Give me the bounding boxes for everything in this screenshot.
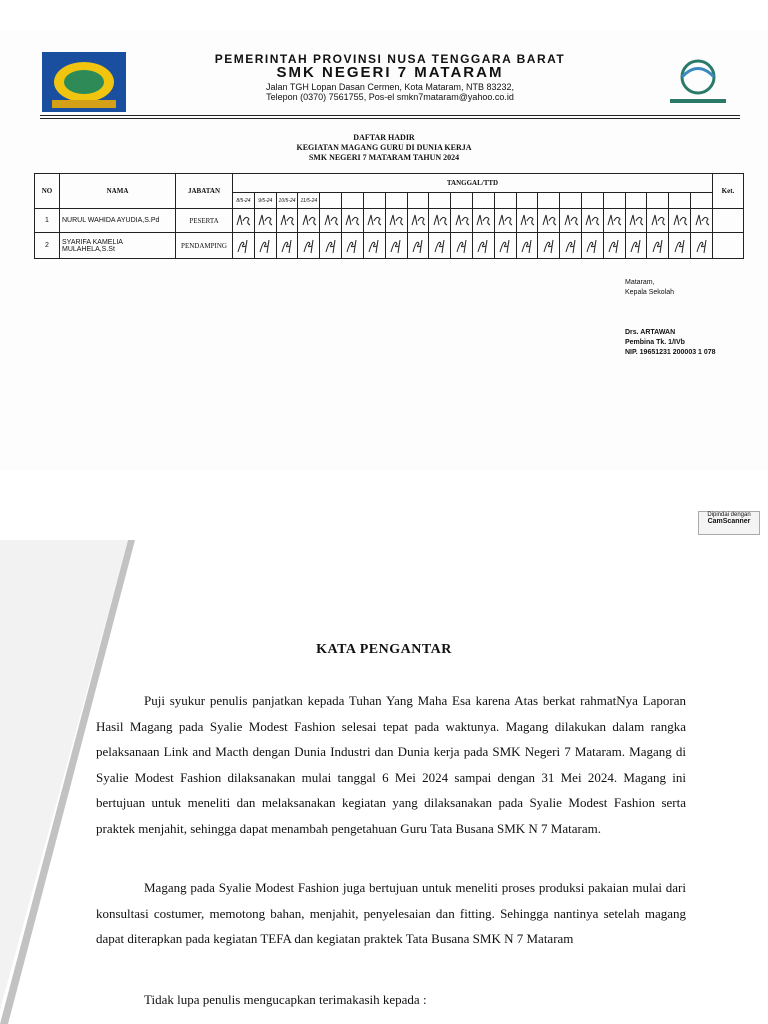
date-cell [320, 193, 342, 209]
handwritten-signature [649, 236, 667, 254]
signature-rank: Pembina Tk. 1/IVb [625, 339, 685, 346]
camscanner-badge [698, 511, 760, 535]
date-cell [647, 193, 669, 209]
handwritten-signature [300, 211, 318, 229]
ket-cell [713, 233, 744, 259]
handwritten-signature [256, 236, 274, 254]
handwritten-signature [605, 211, 623, 229]
row-no: 1 [35, 209, 60, 233]
signature-cell [669, 209, 691, 233]
signature-cell [276, 209, 298, 233]
preface-heading: KATA PENGANTAR [316, 642, 452, 657]
date-cell [451, 193, 473, 209]
letterhead-divider [40, 115, 740, 116]
date-cell [385, 193, 407, 209]
signature-cell [451, 209, 473, 233]
handwritten-signature [518, 211, 536, 229]
letterhead-school-name: SMK NEGERI 7 MATARAM [276, 64, 504, 81]
date-cell [494, 193, 516, 209]
handwritten-signature [322, 236, 340, 254]
signature-cell [407, 209, 429, 233]
row-nama: NURUL WAHIDA AYUDIA,S.Pd [60, 209, 176, 233]
ket-cell [713, 209, 744, 233]
handwritten-signature [627, 236, 645, 254]
handwritten-signature [278, 211, 296, 229]
handwritten-signature [627, 211, 645, 229]
signature-cell [429, 233, 451, 259]
signature-place: Mataram, [625, 279, 655, 286]
date-cell [472, 193, 494, 209]
signature-cell [494, 209, 516, 233]
signature-cell [582, 233, 604, 259]
date-cell [669, 193, 691, 209]
handwritten-signature [343, 211, 361, 229]
signature-cell [407, 233, 429, 259]
date-cell [603, 193, 625, 209]
signature-cell [276, 233, 298, 259]
doc-subtitle: KEGIATAN MAGANG GURU DI DUNIA KERJA [296, 143, 472, 152]
handwritten-signature [605, 236, 623, 254]
handwritten-signature [496, 236, 514, 254]
signature-cell [342, 209, 364, 233]
handwritten-signature [387, 236, 405, 254]
handwritten-signature [453, 211, 471, 229]
signature-cell [516, 209, 538, 233]
handwritten-signature [693, 236, 711, 254]
signature-cell [451, 233, 473, 259]
signature-cell [298, 209, 320, 233]
preface-paragraph-2: Magang pada Syalie Modest Fashion juga bertujuan untuk meneliti proses produksi pakaian mulai dari konsultasi costumer, memotong bahan, menjahit, penyelesaian dan fitting. Sehingga nantinya setelah magang dapat diterapkan pada kegiatan TEFA dan kegiatan praktek Tata Busana SMK N 7 Mataram [96, 880, 686, 946]
date-cell [625, 193, 647, 209]
signature-cell [603, 209, 625, 233]
date-cell [582, 193, 604, 209]
signature-cell [233, 209, 255, 233]
signature-cell [625, 233, 647, 259]
signature-cell [320, 209, 342, 233]
signature-cell [254, 209, 276, 233]
signature-cell [320, 233, 342, 259]
handwritten-signature [256, 211, 274, 229]
school-logo [660, 55, 735, 110]
camscanner-brand: CamScanner [707, 518, 751, 525]
province-emblem-logo [42, 52, 126, 112]
date-cell: 11/5-24 [298, 193, 320, 209]
signature-cell [363, 233, 385, 259]
handwritten-signature [322, 211, 340, 229]
handwritten-signature [496, 211, 514, 229]
date-cell: 9/5-24 [254, 193, 276, 209]
col-tanggal: TANGGAL/TTD [233, 174, 713, 193]
row-jabatan: PESERTA [176, 209, 233, 233]
handwritten-signature [562, 211, 580, 229]
signature-cell [233, 233, 255, 259]
handwritten-signature [583, 236, 601, 254]
signature-cell [538, 209, 560, 233]
date-cell: 8/5-24 [233, 193, 255, 209]
doc-title: DAFTAR HADIR [353, 133, 415, 142]
col-jabatan: JABATAN [176, 174, 233, 209]
handwritten-signature [649, 211, 667, 229]
signature-cell [472, 233, 494, 259]
handwritten-signature [474, 236, 492, 254]
handwritten-signature [583, 211, 601, 229]
handwritten-signature [234, 236, 252, 254]
col-ket: Ket. [713, 174, 744, 209]
letterhead-address: Jalan TGH Lopan Dasan Cermen, Kota Mataram, NTB 83232, [266, 82, 514, 92]
camscanner-label: Dipindai dengan [707, 512, 751, 518]
handwritten-signature [540, 211, 558, 229]
signature-cell [298, 233, 320, 259]
doc-year: SMK NEGERI 7 MATARAM TAHUN 2024 [308, 153, 460, 162]
handwritten-signature [234, 211, 252, 229]
signature-cell [385, 233, 407, 259]
handwritten-signature [300, 236, 318, 254]
handwritten-signature [431, 236, 449, 254]
attendance-table [34, 173, 744, 259]
handwritten-signature [474, 211, 492, 229]
signature-cell [582, 209, 604, 233]
date-cell [407, 193, 429, 209]
letterhead-government: PEMERINTAH PROVINSI NUSA TENGGARA BARAT [214, 52, 566, 66]
signature-cell [560, 209, 582, 233]
signature-cell [625, 209, 647, 233]
handwritten-signature [453, 236, 471, 254]
date-cell [691, 193, 713, 209]
date-cell: 10/5-24 [276, 193, 298, 209]
handwritten-signature [409, 236, 427, 254]
signature-cell [691, 233, 713, 259]
date-cell [363, 193, 385, 209]
row-no: 2 [35, 233, 60, 259]
handwritten-signature [693, 211, 711, 229]
handwritten-signature [365, 211, 383, 229]
handwritten-signature [518, 236, 536, 254]
date-cell [429, 193, 451, 209]
signature-nip: NIP. 19651231 200003 1 078 [625, 349, 716, 356]
signature-role: Kepala Sekolah [625, 289, 675, 296]
signature-cell [538, 233, 560, 259]
signature-cell [691, 209, 713, 233]
handwritten-signature [540, 236, 558, 254]
date-cell [516, 193, 538, 209]
preface-paragraph-3: Tidak lupa penulis mengucapkan terimakasih kepada : [144, 992, 427, 1007]
row-nama: SYARIFA KAMELIA MULAHELA,S.St [60, 233, 176, 259]
signature-name: Drs. ARTAWAN [625, 329, 676, 336]
handwritten-signature [343, 236, 361, 254]
handwritten-signature [278, 236, 296, 254]
date-cell [560, 193, 582, 209]
col-nama: NAMA [60, 174, 176, 209]
signature-cell [363, 209, 385, 233]
signature-cell [647, 233, 669, 259]
date-cell [538, 193, 560, 209]
handwritten-signature [562, 236, 580, 254]
signature-cell [342, 233, 364, 259]
row-jabatan: PENDAMPING [176, 233, 233, 259]
signature-cell [516, 233, 538, 259]
signature-cell [254, 233, 276, 259]
signature-cell [560, 233, 582, 259]
letterhead-contact: Telepon (0370) 7561755, Pos-el smkn7mataram@yahoo.co.id [266, 92, 514, 102]
signature-cell [603, 233, 625, 259]
signature-cell [429, 209, 451, 233]
date-cell [342, 193, 364, 209]
col-no: NO [35, 174, 60, 209]
handwritten-signature [365, 236, 383, 254]
preface-paragraph-1: Puji syukur penulis panjatkan kepada Tuhan Yang Maha Esa karena Atas berkat rahmatNya Laporan Hasil Magang pada Syalie Modest Fashion selesai tepat pada waktunya. Magang dilakukan dalam rangka pelaksanaan Link and Macth dengan Dunia Industri dan Dunia kerja pada SMK Negeri 7 Mataram. Magang di Syalie Modest Fashion dilaksanakan mulai tanggal 6 Mei 2024 sampai dengan 31 Mei 2024. Magang ini bertujuan untuk meneliti dan melaksanakan kegiatan yang dilaksanakan pada Syalie Modest Fashion serta praktek menjahit, sehingga dapat menambah pengetahuan Guru Tata Busana SMK N 7 Mataram. [96, 693, 686, 836]
signature-cell [647, 209, 669, 233]
signature-cell [669, 233, 691, 259]
handwritten-signature [671, 236, 689, 254]
handwritten-signature [671, 211, 689, 229]
handwritten-signature [409, 211, 427, 229]
letterhead-divider-thin [40, 118, 740, 119]
signature-cell [494, 233, 516, 259]
signature-cell [472, 209, 494, 233]
handwritten-signature [387, 211, 405, 229]
signature-cell [385, 209, 407, 233]
handwritten-signature [431, 211, 449, 229]
